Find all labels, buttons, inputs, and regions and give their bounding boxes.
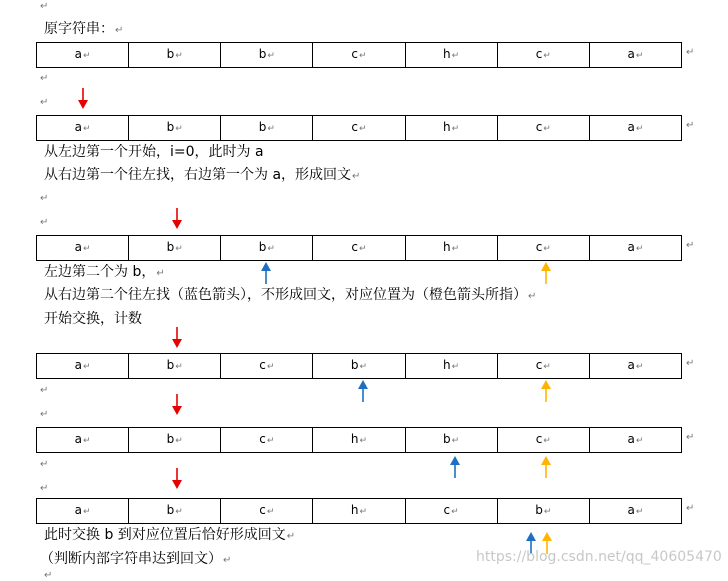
cell-char: b [258,120,267,134]
cell [129,354,221,379]
cell-char: b [258,47,267,61]
cell [497,236,589,261]
paragraph-mark: ↵ [82,51,91,61]
cell [129,116,221,141]
paragraph-mark: ↵ [82,507,91,517]
cell [37,43,129,68]
text-right-second [44,286,536,306]
char-row-6 [36,498,682,524]
paragraph-mark: ↵ [686,432,695,443]
paragraph-mark: ↵ [451,507,459,517]
paragraph-mark: ↵ [451,436,460,446]
left-second-text: 左边第二个为 b， [44,264,156,280]
cell-char: c [351,120,359,134]
text-right-first [44,166,360,186]
original-string-label [44,20,123,40]
paragraph-mark: ↵ [635,51,644,61]
cell-char: h [350,432,359,446]
paragraph-mark: ↵ [40,97,49,108]
paragraph-mark: ↵ [359,244,367,254]
cell-char: b [535,503,543,517]
paragraph-mark: ↵ [635,436,644,446]
paragraph-mark: ↵ [175,507,183,517]
cell [129,236,221,261]
paragraph-mark: ↵ [543,51,551,61]
cell-char: a [627,47,635,61]
paragraph-mark: ↵ [543,507,552,517]
paragraph-mark: ↵ [223,555,232,566]
blue-up-arrow-icon [259,262,273,284]
paragraph-mark: ↵ [286,531,296,542]
paragraph-mark: ↵ [451,362,460,372]
paragraph-mark: ↵ [635,244,644,254]
cell [497,43,589,68]
paragraph-mark: ↵ [175,244,183,254]
cell-char: c [259,432,266,446]
cell-char: c [259,503,266,517]
cell [313,116,405,141]
text-left-second [44,263,165,283]
paragraph-mark: ↵ [40,483,49,494]
cell [221,499,313,524]
cell-char: a [74,432,82,446]
paragraph-mark: ↵ [82,362,91,372]
cell-char: c [443,503,451,517]
cell-char: b [443,432,451,446]
char-row-1 [36,42,682,68]
paragraph-mark: ↵ [40,217,49,228]
char-row-4 [36,353,682,379]
paragraph-mark: ↵ [359,507,368,517]
paragraph-mark: ↵ [686,47,695,58]
paragraph-mark: ↵ [686,358,695,369]
cell-char: h [443,358,451,372]
cell-char: b [166,47,175,61]
paragraph-mark: ↵ [266,507,275,517]
cell [37,116,129,141]
cell-char: h [443,240,451,254]
paragraph-mark: ↵ [543,124,551,134]
text-start-left: 从左边第一个开始，i=0，此时为 a [44,144,264,160]
paragraph-mark: ↵ [175,124,183,134]
paragraph-mark: ↵ [686,240,695,251]
cell-char: a [627,432,635,446]
right-second-text: 从右边第二个往左找（蓝色箭头），不形成回文，对应位置为（橙色箭头所指） [44,287,527,303]
paragraph-mark: ↵ [451,124,460,134]
paragraph-mark: ↵ [266,362,275,372]
cell-char: a [74,120,82,134]
paragraph-mark: ↵ [44,570,53,581]
orange-up-arrow-icon [539,380,553,402]
cell [405,428,497,453]
red-down-arrow-icon [170,468,184,490]
paragraph-mark: ↵ [82,124,91,134]
cell [37,428,129,453]
cell-char: h [443,47,451,61]
cell [497,499,589,524]
cell [37,354,129,379]
paragraph-mark: ↵ [267,124,275,134]
paragraph-mark: ↵ [352,171,361,182]
cell-char: c [351,240,359,254]
char-row-5 [36,427,682,453]
text-swap-count: 开始交换，计数 [44,311,142,327]
cell-char: a [627,240,635,254]
cell-char: a [627,120,635,134]
paragraph-mark: ↵ [267,244,275,254]
char-row-2 [36,115,682,141]
paragraph-mark: ↵ [156,268,165,279]
paragraph-mark: ↵ [359,124,367,134]
paragraph-mark: ↵ [40,193,49,204]
cell-char: b [166,503,175,517]
cell-char: c [535,358,543,372]
red-down-arrow-icon [170,327,184,349]
cell [313,354,405,379]
cell-char: b [350,358,359,372]
text-after-swap [44,526,295,546]
paragraph-mark: ↵ [40,73,49,84]
cell-char: h [350,503,359,517]
paragraph-mark: ↵ [635,507,644,517]
cell [497,428,589,453]
cell [221,43,313,68]
cell [37,499,129,524]
cell-char: c [259,358,266,372]
cell [589,499,681,524]
paragraph-mark: ↵ [451,244,460,254]
cell [589,43,681,68]
cell [221,236,313,261]
cell-char: a [74,47,82,61]
cell [589,428,681,453]
cell-char: b [166,358,175,372]
cell-char: c [535,120,543,134]
cell [405,499,497,524]
paragraph-mark: ↵ [40,409,49,420]
cell-char: a [627,358,635,372]
cell [313,499,405,524]
paragraph-mark: ↵ [635,124,644,134]
paragraph-mark: ↵ [528,291,537,302]
cell [589,236,681,261]
cell [221,354,313,379]
paragraph-mark: ↵ [359,436,368,446]
cell-char: c [535,47,543,61]
cell-char: b [166,120,175,134]
red-down-arrow-icon [76,88,90,110]
orange-up-arrow-icon [539,456,553,478]
cell-char: b [258,240,267,254]
cell [221,116,313,141]
char-row-3 [36,235,682,261]
paragraph-mark: ↵ [543,362,551,372]
cell-char: c [535,432,543,446]
cell-char: a [74,358,82,372]
red-down-arrow-icon [170,208,184,230]
cell [313,43,405,68]
paragraph-mark: ↵ [175,51,183,61]
blue-up-arrow-icon [356,380,370,402]
judge-inner-text: （判断内部字符串达到回文） [40,551,222,567]
paragraph-mark: ↵ [40,385,49,396]
original-label-text: 原字符串： [44,21,114,37]
cell [221,428,313,453]
paragraph-mark: ↵ [543,244,551,254]
paragraph-mark: ↵ [359,51,367,61]
cell [405,354,497,379]
red-down-arrow-icon [170,394,184,416]
paragraph-mark: ↵ [686,120,695,131]
cell [37,236,129,261]
paragraph-mark: ↵ [267,51,275,61]
cell [405,43,497,68]
cell [405,236,497,261]
cell [313,428,405,453]
paragraph-mark: ↵ [40,459,49,470]
paragraph-mark: ↵ [82,244,91,254]
cell [129,43,221,68]
after-swap-text: 此时交换 b 到对应位置后恰好形成回文 [44,527,286,543]
cell [129,428,221,453]
text-judge-inner [40,550,231,570]
paragraph-mark: ↵ [266,436,275,446]
cell [313,236,405,261]
paragraph-mark: ↵ [635,362,644,372]
watermark-url: https://blog.csdn.net/qq_40605470 [476,549,722,565]
right-first-text: 从右边第一个往左找，右边第一个为 a，形成回文 [44,167,352,183]
blue-up-arrow-icon [448,456,462,478]
cell [589,116,681,141]
orange-up-arrow-icon [539,262,553,284]
paragraph-mark: ↵ [115,25,124,36]
paragraph-mark: ↵ [359,362,368,372]
paragraph-mark: ↵ [82,436,91,446]
paragraph-mark: ↵ [451,51,460,61]
cell [497,116,589,141]
cell-char: b [166,240,175,254]
cell-char: a [74,503,82,517]
paragraph-mark: ↵ [686,503,695,514]
cell [405,116,497,141]
cell-char: a [74,240,82,254]
cell-char: c [351,47,359,61]
cell-char: a [627,503,635,517]
paragraph-mark: ↵ [543,436,551,446]
paragraph-mark: ↵ [175,436,183,446]
cell-char: c [535,240,543,254]
paragraph-mark: ↵ [175,362,183,372]
cell [497,354,589,379]
cell-char: b [166,432,175,446]
cell [129,499,221,524]
paragraph-mark: ↵ [40,1,49,12]
cell-char: h [443,120,451,134]
cell [589,354,681,379]
